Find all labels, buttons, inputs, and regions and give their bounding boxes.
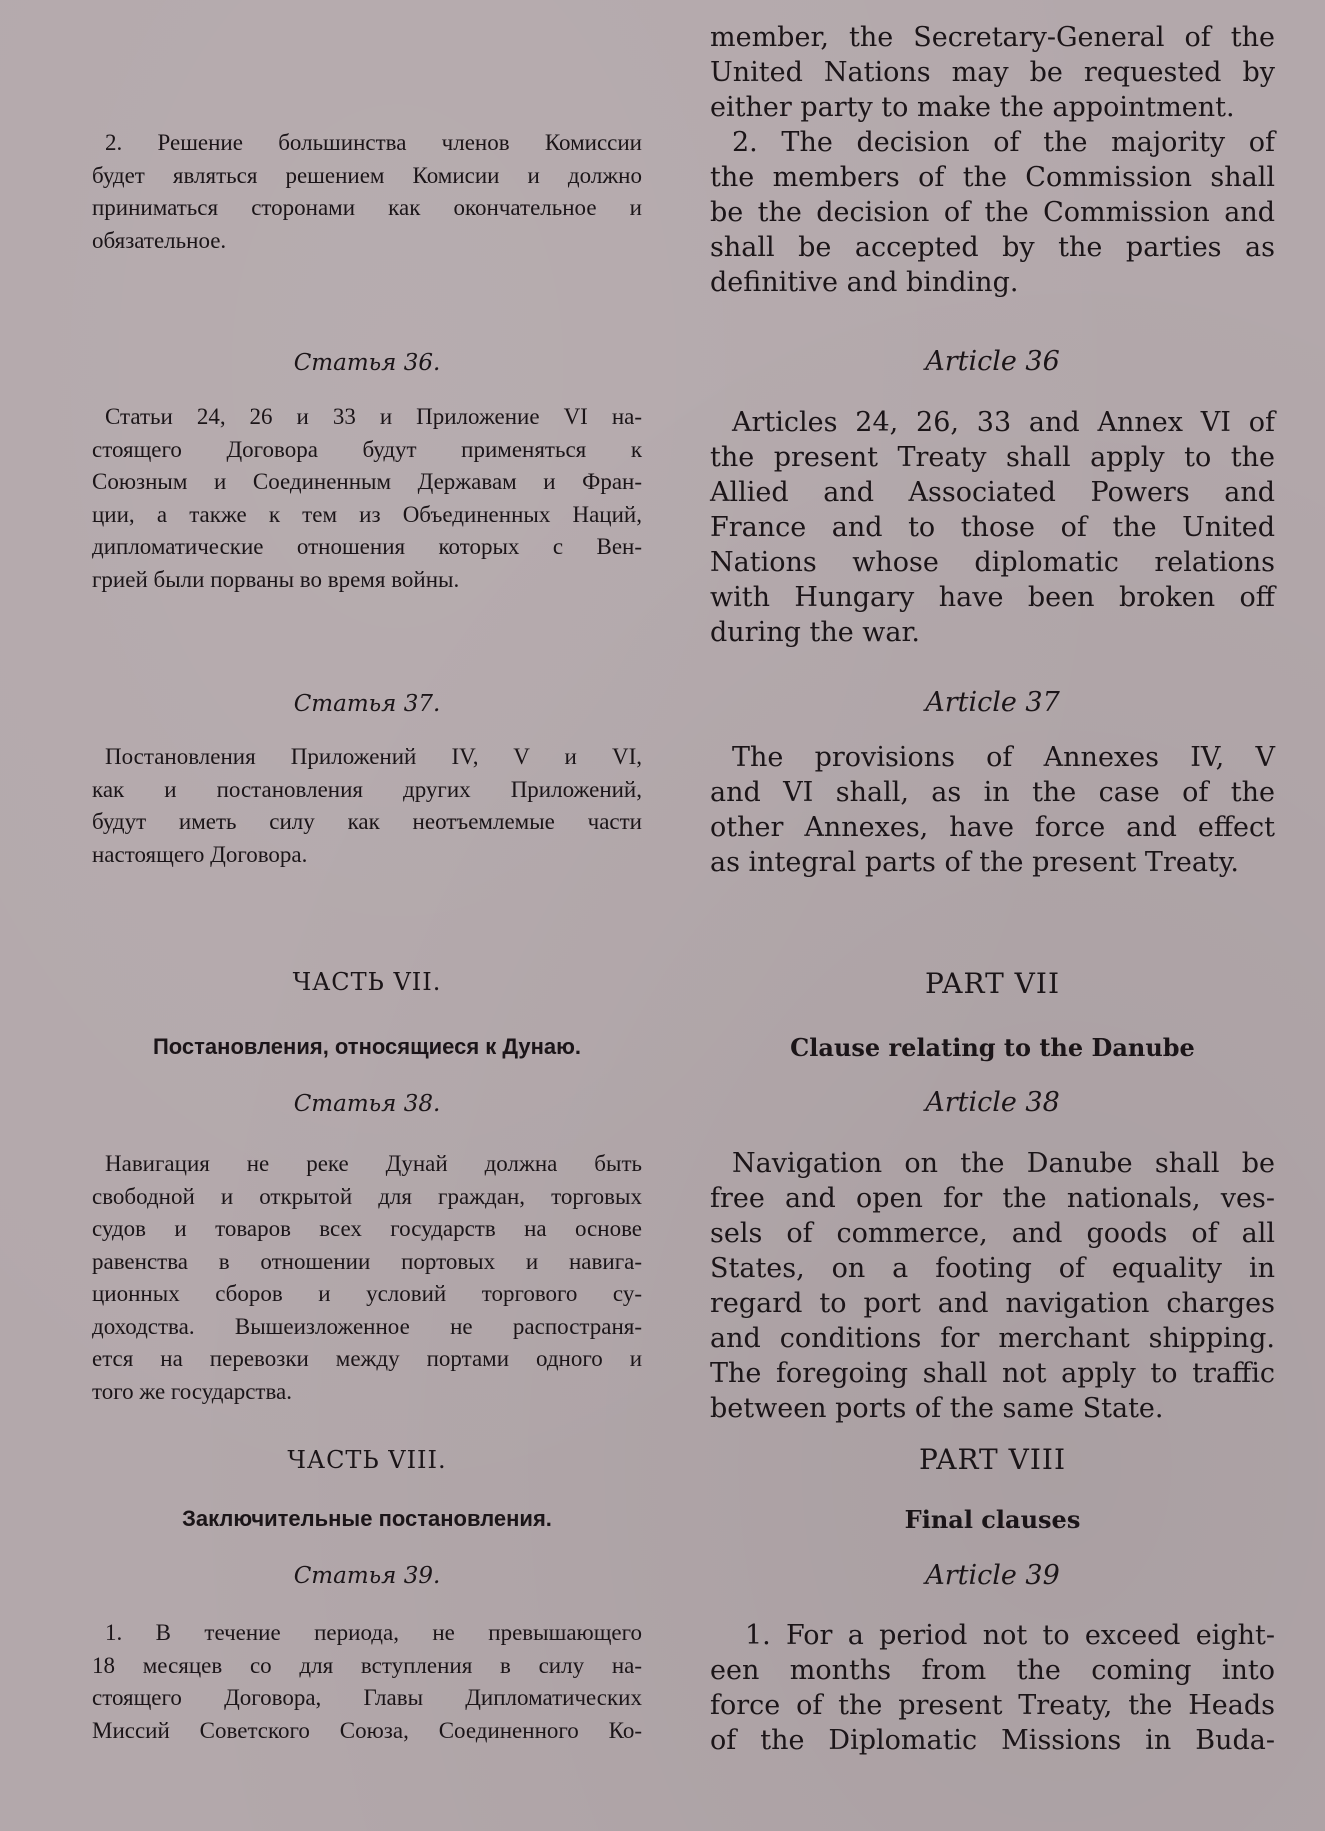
text-line: приниматься сторонами как окончательное и <box>92 195 642 220</box>
en-article-39-text <box>710 1618 1275 1758</box>
ru-part-8-subtitle: Заключительные постановления. <box>182 1506 552 1531</box>
text-line: een months from the coming into <box>710 1655 1275 1686</box>
text-line: as integral parts of the present Treaty. <box>710 847 1240 878</box>
en-article-37-title: Article 37 <box>925 687 1060 718</box>
text-line: того же государства. <box>92 1378 292 1404</box>
text-line: force of the present Treaty, the Heads <box>710 1690 1275 1721</box>
text-line: Articles 24, 26, 33 and Annex VI of <box>732 407 1275 438</box>
text-line: Навигация не реке Дунай должна быть <box>105 1151 642 1176</box>
ru-article-36-text <box>92 401 642 596</box>
text-line: with Hungary have been broken off <box>710 582 1275 613</box>
text-line: судов и товаров всех государств на основе <box>92 1216 642 1241</box>
text-line: Статьи 24, 26 и 33 и Приложение VI на- <box>105 404 642 429</box>
text-line: of the Diplomatic Missions in Buda- <box>710 1725 1275 1756</box>
text-line: free and open for the nationals, ves- <box>710 1183 1275 1214</box>
ru-part-8-title: ЧАСТЬ VIII. <box>287 1446 447 1474</box>
en-article-38-text <box>710 1146 1275 1426</box>
text-line: the members of the Commission shall <box>710 162 1275 193</box>
text-line: and conditions for merchant shipping. <box>710 1323 1275 1354</box>
ru-article-37-text <box>92 741 642 871</box>
text-line: 2. The decision of the majority of <box>732 127 1275 158</box>
text-line: свободной и открытой для граждан, торговых <box>92 1183 642 1209</box>
text-line: either party to make the appointment. <box>710 92 1235 123</box>
text-line: стоящего Договора, Главы Дипломатических <box>92 1685 642 1710</box>
en-part-8-subtitle: Final clauses <box>904 1505 1081 1534</box>
text-line: be the decision of the Commission and <box>710 197 1275 228</box>
en-part-7-title: PART VII <box>925 967 1060 1000</box>
text-line: ционных сборов и условий торгового су- <box>92 1281 642 1306</box>
text-line: Allied and Associated Powers and <box>710 477 1275 508</box>
text-line: дипломатические отношения которых с Вен- <box>92 534 642 559</box>
text-line: грией были порваны во время войны. <box>92 566 460 592</box>
text-line: доходства. Вышеизложенное не распостраня- <box>92 1313 642 1339</box>
en-part-7-subtitle: Clause relating to the Danube <box>790 1033 1195 1062</box>
en-article-36-title: Article 36 <box>925 346 1060 377</box>
text-line: the present Treaty shall apply to the <box>710 442 1275 473</box>
text-line: 1. В течение периода, не превышающего <box>105 1620 642 1645</box>
ru-article-39-text <box>92 1617 642 1747</box>
text-line: 2. Решение большинства членов Комиссии <box>105 130 642 155</box>
text-line: member, the Secretary-General of the <box>710 22 1275 53</box>
text-line: равенства в отношении портовых и навига- <box>92 1248 642 1274</box>
text-line: sels of commerce, and goods of all <box>710 1218 1275 1249</box>
text-line: The foregoing shall not apply to traffic <box>710 1358 1275 1389</box>
text-line: Миссий Советского Союза, Соединенного Ко- <box>92 1717 642 1743</box>
en-article-39-title: Article 39 <box>925 1560 1060 1591</box>
en-part-8-title: PART VIII <box>918 1443 1067 1476</box>
en-paragraph-2 <box>710 125 1275 300</box>
text-line: France and to those of the United <box>710 512 1275 543</box>
ru-article-39-title: Статья 39. <box>293 1563 441 1589</box>
text-line: shall be accepted by the parties as <box>710 232 1275 263</box>
ru-article-38-text <box>92 1148 642 1408</box>
text-line: Navigation on the Danube shall be <box>732 1148 1275 1179</box>
en-article-36-text <box>710 405 1275 650</box>
text-line: ции, а также к тем из Объединенных Наций, <box>92 501 642 527</box>
text-line: between ports of the same State. <box>710 1393 1164 1424</box>
text-line: как и постановления других Приложений, <box>92 776 642 802</box>
text-line: and VI shall, as in the case of the <box>710 777 1275 808</box>
text-line: other Annexes, have force and effect <box>710 812 1275 843</box>
text-line: United Nations may be requested by <box>710 57 1275 88</box>
text-line: обязательное. <box>92 227 227 253</box>
text-line: ется на перевозки между портами одного и <box>92 1346 642 1371</box>
text-line: Nations whose diplomatic relations <box>710 547 1275 578</box>
text-line: Союзным и Соединенным Державам и Фран- <box>92 469 642 494</box>
ru-article-38-title: Статья 38. <box>293 1091 441 1117</box>
ru-part-7-title: ЧАСТЬ VII. <box>292 968 442 996</box>
en-paragraph-1 <box>710 20 1275 125</box>
text-line: 18 месяцев со для вступления в силу на- <box>92 1652 642 1678</box>
text-line: during the war. <box>710 617 921 648</box>
text-line: States, on a footing of equality in <box>710 1253 1275 1284</box>
en-article-38-title: Article 38 <box>925 1087 1060 1118</box>
text-line: definitive and binding. <box>710 267 1019 298</box>
ru-paragraph-2 <box>92 127 642 257</box>
ru-article-37-title: Статья 37. <box>293 691 441 717</box>
ru-article-36-title: Статья 36. <box>293 350 441 376</box>
ru-part-7-subtitle: Постановления, относящиеся к Дунаю. <box>152 1034 582 1059</box>
text-line: 1. For a period not to exceed eight- <box>745 1620 1275 1651</box>
text-line: The provisions of Annexes IV, V <box>732 742 1275 773</box>
text-line: будет являться решением Комисии и должно <box>92 162 642 188</box>
text-line: Постановления Приложений IV, V и VI, <box>105 744 642 769</box>
en-article-37-text <box>710 740 1275 880</box>
text-line: regard to port and navigation charges <box>710 1288 1275 1319</box>
text-line: настоящего Договора. <box>92 841 308 867</box>
text-line: стоящего Договора будут применяться к <box>92 436 642 462</box>
text-line: будут иметь силу как неотъемлемые части <box>92 809 642 834</box>
